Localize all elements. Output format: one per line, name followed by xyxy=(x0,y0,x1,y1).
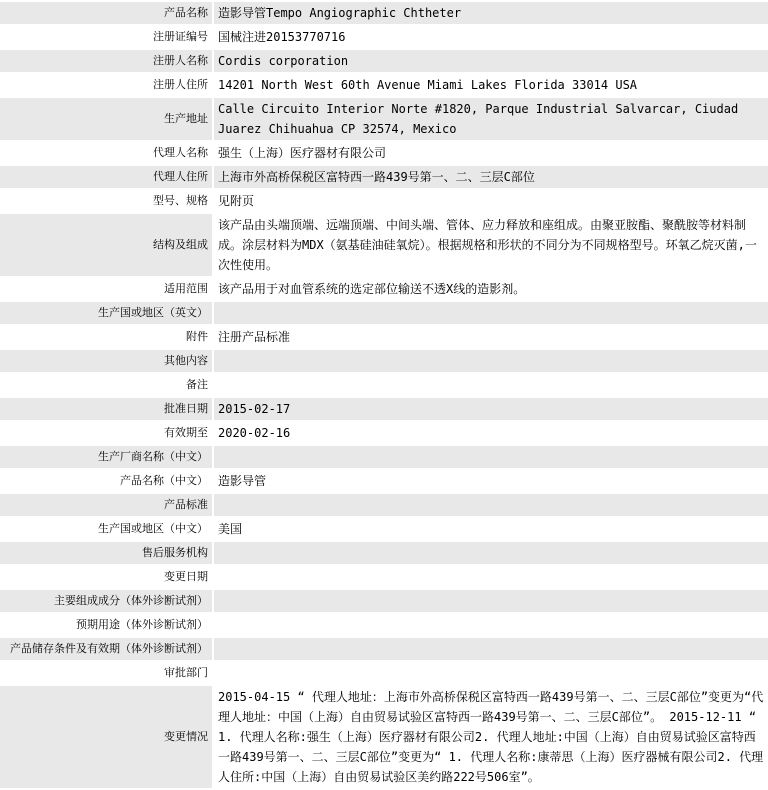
field-label: 注册人名称 xyxy=(0,50,212,74)
field-value xyxy=(212,494,768,518)
field-label: 产品名称 xyxy=(0,2,212,26)
field-label: 备注 xyxy=(0,374,212,398)
table-row-product-name xyxy=(0,2,768,26)
table-row-registration-no xyxy=(0,26,768,50)
field-value: 见附页 xyxy=(212,190,768,214)
field-value: 造影导管 xyxy=(212,470,768,494)
table-row-country-english xyxy=(0,302,768,326)
field-value: 该产品由头端顶端、远端顶端、中间头端、管体、应力释放和座组成。由聚亚胺酯、聚酰胺等材料制成。涂层材料为MDX（氨基硅油硅氧烷）。根据规格和形状的不同分为不同规格型号。环氧乙烷灭菌,一次性使用。 xyxy=(212,214,768,278)
field-value: 注册产品标准 xyxy=(212,326,768,350)
field-label: 代理人名称 xyxy=(0,142,212,166)
table-row-valid-until xyxy=(0,422,768,446)
field-label: 售后服务机构 xyxy=(0,542,212,566)
field-value xyxy=(212,638,768,662)
field-value xyxy=(212,614,768,638)
table-row-scope-of-application xyxy=(0,278,768,302)
table-row-attachment xyxy=(0,326,768,350)
field-label: 变更情况 xyxy=(0,686,212,790)
table-row-manufacturer-name-chinese xyxy=(0,446,768,470)
field-label: 有效期至 xyxy=(0,422,212,446)
table-row-agent-address xyxy=(0,166,768,190)
table-row-approving-department xyxy=(0,662,768,686)
field-label: 注册人住所 xyxy=(0,74,212,98)
table-row-main-components-ivd xyxy=(0,590,768,614)
field-label: 生产国或地区（英文） xyxy=(0,302,212,326)
field-value: 2015-04-15 “ 代理人地址：上海市外高桥保税区富特西一路439号第一、二、三层C部位”变更为“代理人地址：中国（上海）自由贸易试验区富特西一路439号第一、二、三层C部位”。 2015-12-11 “ 1. 代理人名称:强生（上海）医疗器材有限公司2. 代理人地址:中国（上海）自由贸易试验区富特西一路439号第一、二、三层C部位”变更为“ 1. 代理人名称:康蒂思（上海）医疗器械有限公司2. 代理人住所:中国（上海）自由贸易试验区美约路222号506室”。 xyxy=(212,686,768,790)
field-value: 强生（上海）医疗器材有限公司 xyxy=(212,142,768,166)
field-label: 批准日期 xyxy=(0,398,212,422)
table-row-approval-date xyxy=(0,398,768,422)
field-label: 生产厂商名称（中文） xyxy=(0,446,212,470)
field-value: 上海市外高桥保税区富特西一路439号第一、二、三层C部位 xyxy=(212,166,768,190)
table-row-structure-composition xyxy=(0,214,768,278)
table-row-storage-conditions-ivd xyxy=(0,638,768,662)
field-label: 适用范围 xyxy=(0,278,212,302)
table-row-country-chinese xyxy=(0,518,768,542)
table-row-intended-use-ivd xyxy=(0,614,768,638)
table-row-other-content xyxy=(0,350,768,374)
field-label: 注册证编号 xyxy=(0,26,212,50)
field-value xyxy=(212,446,768,470)
field-value: 造影导管Tempo Angiographic Chtheter xyxy=(212,2,768,26)
device-registration-table xyxy=(0,2,768,790)
table-row-registrant-address xyxy=(0,74,768,98)
table-row-after-sales-service xyxy=(0,542,768,566)
field-value: 美国 xyxy=(212,518,768,542)
field-label: 产品标准 xyxy=(0,494,212,518)
table-row-change-date xyxy=(0,566,768,590)
table-row-registrant-name xyxy=(0,50,768,74)
field-label: 其他内容 xyxy=(0,350,212,374)
field-value: 该产品用于对血管系统的选定部位输送不透X线的造影剂。 xyxy=(212,278,768,302)
field-label: 产品名称（中文） xyxy=(0,470,212,494)
field-label: 型号、规格 xyxy=(0,190,212,214)
table-row-production-address xyxy=(0,98,768,142)
field-value: 国械注进20153770716 xyxy=(212,26,768,50)
field-value: 14201 North West 60th Avenue Miami Lakes Florida 33014 USA xyxy=(212,74,768,98)
field-label: 变更日期 xyxy=(0,566,212,590)
field-value: 2020-02-16 xyxy=(212,422,768,446)
field-value xyxy=(212,590,768,614)
table-row-change-details xyxy=(0,686,768,790)
table-row-product-standard xyxy=(0,494,768,518)
field-label: 审批部门 xyxy=(0,662,212,686)
field-value xyxy=(212,374,768,398)
field-label: 代理人住所 xyxy=(0,166,212,190)
field-label: 生产地址 xyxy=(0,98,212,142)
table-row-remarks xyxy=(0,374,768,398)
field-value: Cordis corporation xyxy=(212,50,768,74)
table-row-product-name-chinese xyxy=(0,470,768,494)
field-value xyxy=(212,566,768,590)
field-value xyxy=(212,302,768,326)
field-label: 预期用途（体外诊断试剂） xyxy=(0,614,212,638)
field-value xyxy=(212,542,768,566)
field-label: 结构及组成 xyxy=(0,214,212,278)
field-value: Calle Circuito Interior Norte #1820, Parque Industrial Salvarcar, Ciudad Juarez Chihuahua CP 32574, Mexico xyxy=(212,98,768,142)
table-row-model-spec xyxy=(0,190,768,214)
field-value xyxy=(212,662,768,686)
field-value xyxy=(212,350,768,374)
table-row-agent-name xyxy=(0,142,768,166)
field-label: 主要组成成分（体外诊断试剂） xyxy=(0,590,212,614)
field-label: 附件 xyxy=(0,326,212,350)
field-label: 生产国或地区（中文） xyxy=(0,518,212,542)
field-value: 2015-02-17 xyxy=(212,398,768,422)
field-label: 产品储存条件及有效期（体外诊断试剂） xyxy=(0,638,212,662)
